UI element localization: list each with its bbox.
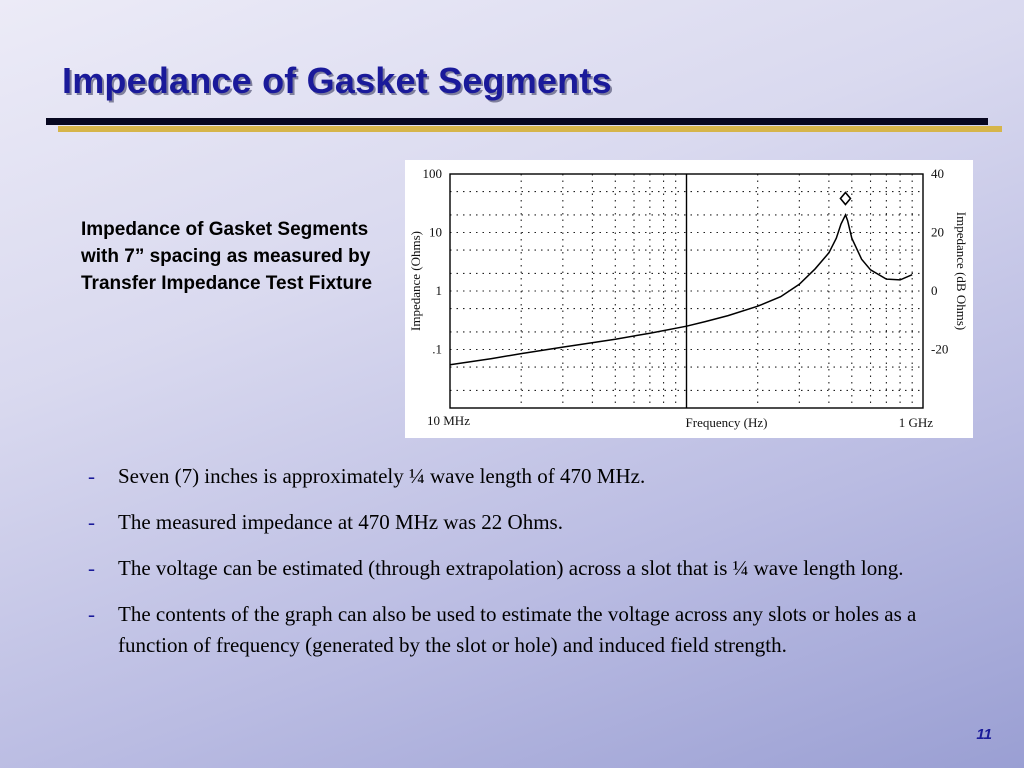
bullet-text: The contents of the graph can also be used to estimate the voltage across any slots or holes as a function of frequency (generated by the slot or hole) and induced field strength.: [118, 602, 917, 657]
y-left-tick-label: 1: [435, 283, 442, 298]
chart-caption: Impedance of Gasket Segments with 7” spacing as measured by Transfer Impedance Test Fixture: [81, 219, 373, 294]
title-underline-dark: [46, 118, 988, 125]
bullet-text: The voltage can be estimated (through extrapolation) across a slot that is ¼ wave length long.: [118, 556, 904, 580]
bullet-item: [88, 599, 968, 661]
x-tick-label-right: 1 GHz: [898, 415, 933, 430]
chart-svg: [405, 160, 973, 438]
bullet-text: The measured impedance at 470 MHz was 22 Ohms.: [118, 510, 563, 534]
y-right-tick-label: 20: [931, 224, 944, 240]
y-left-tick-label: 10: [429, 224, 442, 240]
bullet-text: Seven (7) inches is approximately ¼ wave length of 470 MHz.: [118, 464, 646, 488]
y-right-axis-label: Impedance (dB Ohms): [954, 211, 969, 331]
peak-diamond-marker: [840, 192, 850, 204]
y-right-tick-label: -20: [931, 341, 949, 357]
title-underline-gold: [58, 126, 1002, 132]
y-left-axis-label: Impedance (Ohms): [408, 231, 423, 331]
y-left-tick-label: 100: [422, 166, 442, 181]
bullet-dash: -: [88, 510, 95, 534]
bullet-item: [88, 553, 968, 584]
bullet-dash: -: [88, 602, 95, 626]
impedance-chart: [405, 160, 973, 438]
x-axis-label: Frequency (Hz): [685, 415, 768, 430]
bullet-item: [88, 507, 968, 538]
bullet-list: [88, 461, 968, 676]
bullet-item: [88, 461, 968, 492]
slide-title: Impedance of Gasket Segments: [62, 60, 612, 101]
page-number: 11: [976, 726, 992, 743]
bullet-dash: -: [88, 556, 95, 580]
y-left-tick-label: .1: [432, 341, 442, 357]
x-tick-label-left: 10 MHz: [427, 413, 470, 428]
y-right-tick-label: 0: [931, 283, 938, 298]
bullet-dash: -: [88, 464, 95, 488]
impedance-series-line: [450, 215, 912, 365]
y-right-tick-label: 40: [931, 166, 944, 181]
